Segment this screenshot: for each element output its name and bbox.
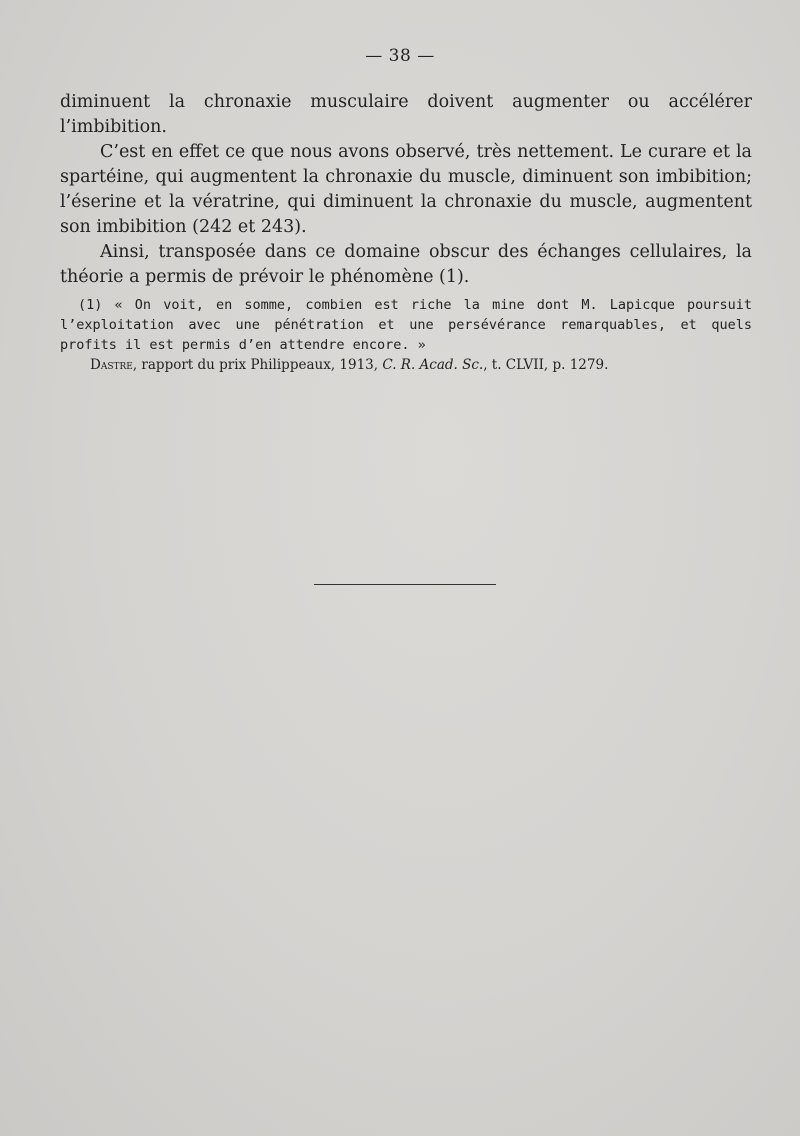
footnote-source — [60, 355, 752, 375]
end-rule — [314, 584, 496, 585]
paragraph-observation: C’est en effet ce que nous avons observé, très nettement. Le curare et la spartéine, qui augmentent la chronaxie du muscle, diminuent son imbibition; l’éserine et la vératrine, qui diminuent la chronaxie du muscle, augmentent son imbibition (242 et 243). — [60, 142, 752, 237]
body-text — [60, 90, 752, 290]
footnote-journal: C. R. Acad. Sc. — [382, 357, 484, 373]
paragraph-conclusion: Ainsi, transposée dans ce domaine obscur des échanges cellulaires, la théorie a permis de prévoir le phénomène (1). — [60, 242, 752, 287]
footnote-author: Dastre — [90, 357, 133, 373]
paragraph-continuation: diminuent la chronaxie musculaire doivent augmenter ou accélérer l’imbibition. — [60, 92, 752, 137]
footnote-source-end: , t. CLVII, p. 1279. — [483, 357, 609, 373]
footnote-quote: (1) « On voit, en somme, combien est riche la mine dont M. Lapicque poursuit l’exploitation avec une pénétration et une persévérance remarquables, et quels profits il est permis d’en attendre encore. » — [60, 297, 752, 353]
page-number: — 38 — — [365, 46, 435, 66]
footnotes — [60, 295, 752, 375]
footnote-source-mid: , rapport du prix Philippeaux, 1913, — [132, 357, 383, 373]
